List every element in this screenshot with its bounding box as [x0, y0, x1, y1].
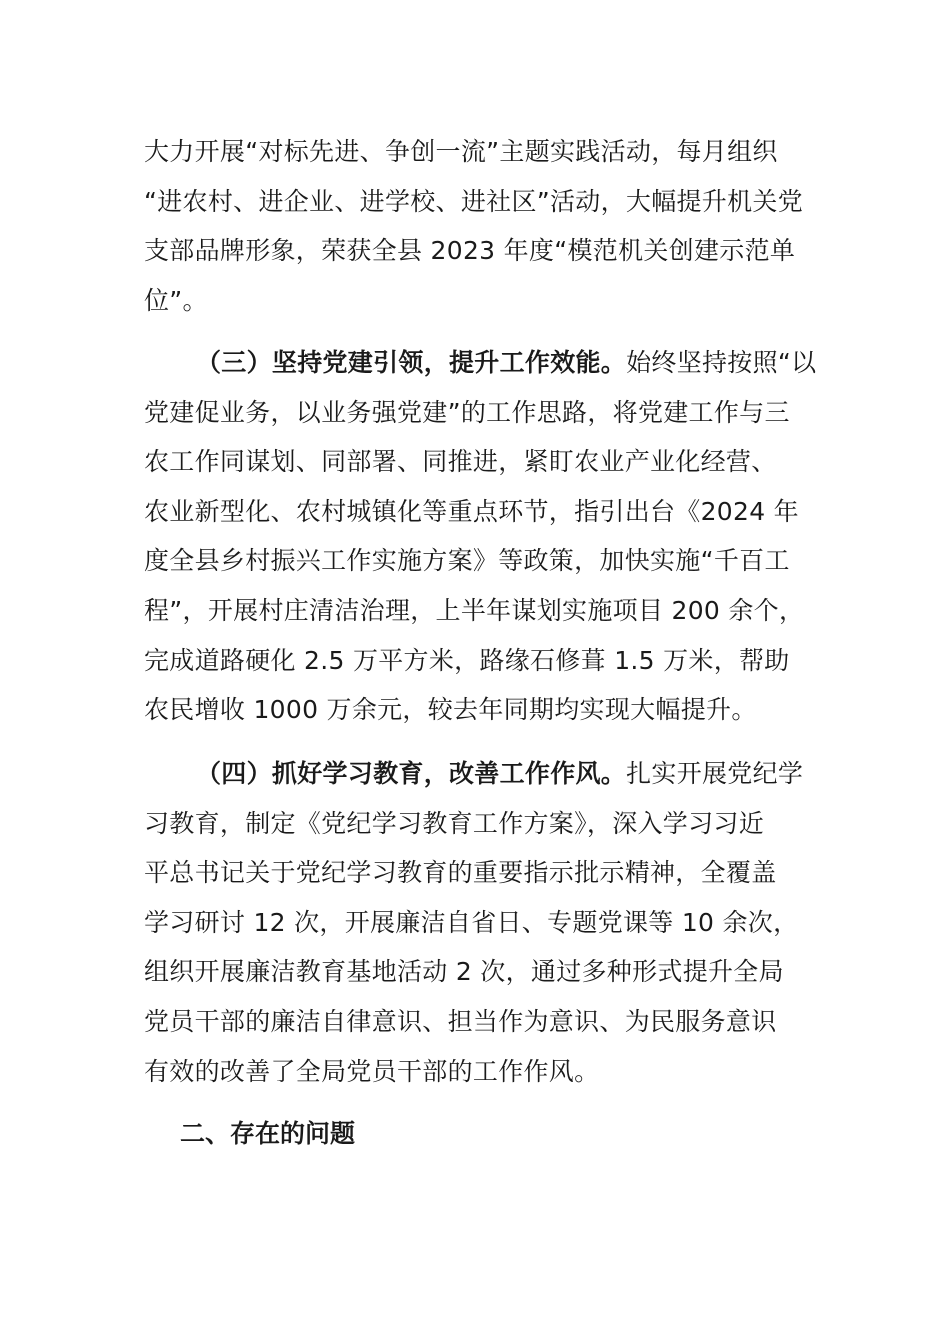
paragraph-line: 农民增收 1000 万余元，较去年同期均实现大幅提升。 [144, 695, 757, 725]
paragraph-line: 农工作同谋划、同部署、同推进，紧盯农业产业化经营、 [144, 447, 777, 477]
paragraph-line: 大力开展“对标先进、争创一流”主题实践活动，每月组织 [144, 137, 778, 166]
paragraph-work-efficiency [144, 338, 817, 735]
paragraph-line: 组织开展廉洁教育基地活动 2 次，通过多种形式提升全局 [144, 957, 784, 987]
subsection-heading-3: （三）坚持党建引领，提升工作效能。 [196, 348, 627, 377]
paragraph-line: 党员干部的廉洁自律意识、担当作为意识、为民服务意识 [144, 1006, 777, 1036]
paragraph-line: 有效的改善了全局党员干部的工作作风。 [144, 1056, 600, 1086]
paragraph-line: 习教育，制定《党纪学习教育工作方案》，深入学习习近 [144, 808, 765, 838]
paragraph-line: 平总书记关于党纪学习教育的重要指示批示精神，全覆盖 [144, 858, 777, 888]
paragraph-line-rest: 始终坚持按照“以 [626, 348, 817, 377]
paragraph-line: 支部品牌形象，荣获全县 2023 年度“模范机关创建示范单 [144, 236, 796, 266]
paragraph-line: 学习研讨 12 次，开展廉洁自省日、专题党课等 10 余次， [144, 907, 799, 937]
paragraph-line: 位”。 [144, 285, 208, 315]
paragraph-party-building-activities [144, 127, 810, 325]
paragraph-first-line [144, 749, 810, 799]
paragraph-first-line [144, 338, 817, 388]
paragraph-line: 党建促业务，以业务强党建”的工作思路，将党建工作与三 [144, 397, 790, 427]
paragraph-line: 程”，开展村庄清洁治理，上半年谋划实施项目 200 余个， [144, 595, 805, 625]
paragraph-line: “进农村、进企业、进学校、进社区”活动，大幅提升机关党 [144, 186, 804, 216]
subsection-heading-4: （四）抓好学习教育，改善工作作风。 [196, 759, 627, 788]
paragraph-line: 完成道路硬化 2.5 万平方米，路缘石修葺 1.5 万米，帮助 [144, 645, 790, 675]
paragraph-study-education [144, 749, 810, 1096]
section-heading-problems: 二、存在的问题 [180, 1119, 356, 1148]
paragraph-line-rest: 扎实开展党纪学 [626, 759, 804, 788]
paragraph-line: 度全县乡村振兴工作实施方案》等政策，加快实施“千百工 [144, 546, 790, 576]
paragraph-line: 农业新型化、农村城镇化等重点环节，指引出台《2024 年 [144, 496, 799, 526]
